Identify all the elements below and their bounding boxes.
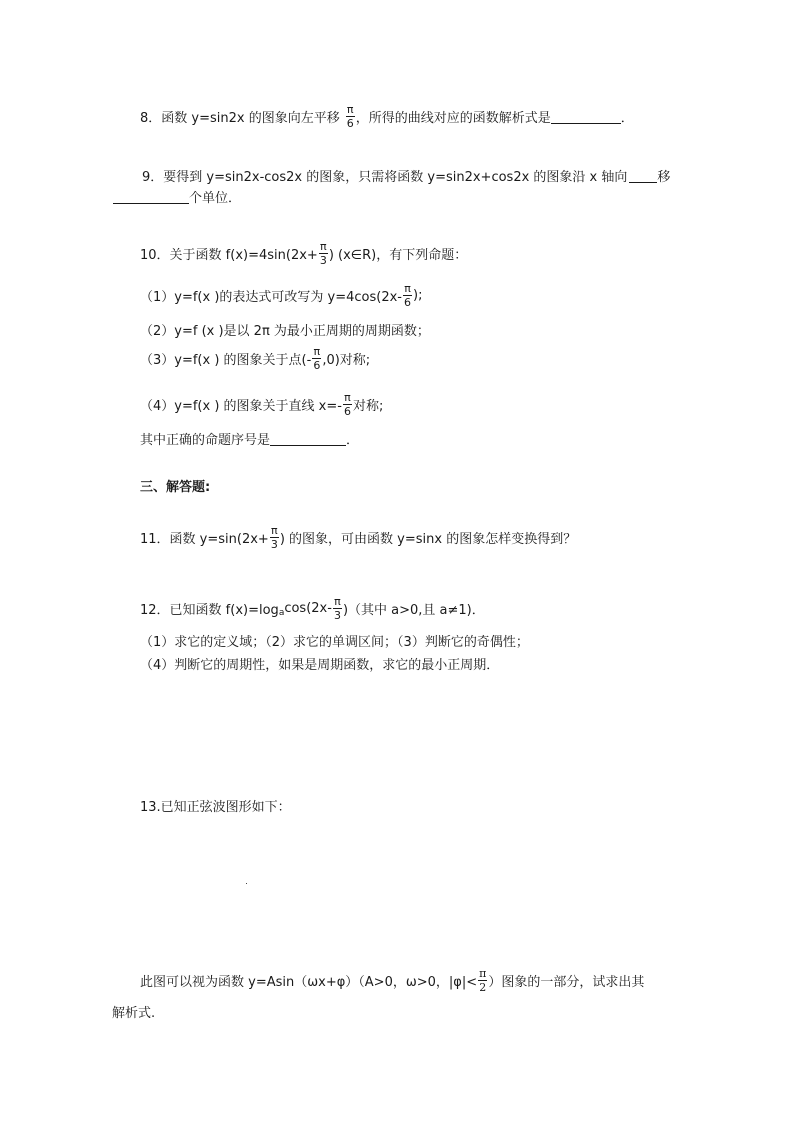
q10-proposition-2: （2）y=f (x )是以 2π 为最小正周期的周期函数； xyxy=(140,324,430,339)
figure-placeholder-dot xyxy=(246,883,247,884)
q10-text: 关于函数 f(x)=4sin(2x+ xyxy=(169,248,318,263)
section-3-title: 三、解答题: xyxy=(140,480,211,495)
q11-number: 11． xyxy=(140,532,170,547)
q12-text: 已知函数 f(x)=log xyxy=(169,603,279,618)
question-13-body: 此图可以视为函数 y=Asin（ωx+φ）（A>0，ω>0，|φ|< $\frac{\pi}{2}$ ）图象的一部分，试求出其 xyxy=(140,967,645,994)
q10-conclusion: 其中正确的命题序号是 ． xyxy=(140,433,360,448)
q8-text: 函数 y=sin2x 的图象向左平移 xyxy=(161,111,340,126)
q13-fraction: $\frac{\pi}{2}$ xyxy=(479,967,487,994)
question-8: 8． 函数 y=sin2x 的图象向左平移 $\frac{\pi}{6}$ ，所得的曲线对应的函数解析式是 ． xyxy=(140,103,634,130)
q10-proposition-1: （1）y=f(x )的表达式可改写为 y=4cos(2x- $\frac{\pi}{6}$ ); xyxy=(140,282,423,309)
q11-fraction: $\frac{\pi}{3}$ xyxy=(270,524,278,551)
q10-answer-blank[interactable] xyxy=(270,432,346,446)
q12-subquestions-1: （1）求它的定义域；（2）求它的单调区间；（3）判断它的奇偶性； xyxy=(140,635,529,650)
q9-direction-blank[interactable] xyxy=(629,169,657,183)
q9-text: 要得到 y=sin2x-cos2x 的图象，只需将函数 y=sin2x+cos2x 的图象沿 x 轴向 xyxy=(163,170,628,185)
q9-text-2: 移 xyxy=(657,170,671,185)
q8-number: 8． xyxy=(140,111,162,126)
q10-proposition-4: （4）y=f(x ) 的图象关于直线 x=- $\frac{\pi}{6}$ 对称; xyxy=(140,391,384,418)
q9-units-blank[interactable] xyxy=(113,190,189,204)
q12-subquestions-2: （4）判断它的周期性，如果是周期函数，求它的最小正周期． xyxy=(140,658,500,673)
question-11 xyxy=(140,525,576,550)
q10-fraction: $\frac{\pi}{3}$ xyxy=(319,240,327,267)
question-13-body-2: 解析式. xyxy=(112,1006,156,1021)
q10-number: 10． xyxy=(140,248,170,263)
q8-answer-blank[interactable] xyxy=(551,110,621,124)
q8-fraction: $\frac{\pi}{6}$ xyxy=(346,103,354,130)
q12-number: 12． xyxy=(140,603,170,618)
question-9 xyxy=(142,166,670,185)
q10-p1-fraction: $\frac{\pi}{6}$ xyxy=(404,282,411,309)
q12-fraction: $\frac{\pi}{3}$ xyxy=(333,595,341,622)
q11-text: 函数 y=sin(2x+ xyxy=(169,532,269,547)
q9-number: 9． xyxy=(142,170,164,185)
question-9-line-2 xyxy=(113,187,241,206)
q10-text-2: ) (x∈R)，有下列命题： xyxy=(328,248,468,263)
question-10 xyxy=(140,241,467,266)
q11-text-2: ) 的图象，可由函数 y=sinx 的图象怎样变换得到？ xyxy=(279,532,577,547)
question-13-title: 13.已知正弦波图形如下： xyxy=(140,800,291,815)
q10-p3-fraction: $\frac{\pi}{6}$ xyxy=(313,345,321,372)
q12-log-base: a xyxy=(278,607,285,618)
q10-proposition-3: （3）y=f(x ) 的图象关于点(- $\frac{\pi}{6}$ ,0)对称; xyxy=(140,345,371,372)
q8-text-2: ，所得的曲线对应的函数解析式是 xyxy=(355,111,551,126)
q10-p4-fraction: $\frac{\pi}{6}$ xyxy=(343,391,351,418)
q9-text-3: 个单位． xyxy=(189,191,242,206)
question-12: 12． 已知函数 f(x)=log a cos(2x- $\frac{\pi}{3}$ )（其中 a>0,且 a≠1)． xyxy=(140,595,485,622)
